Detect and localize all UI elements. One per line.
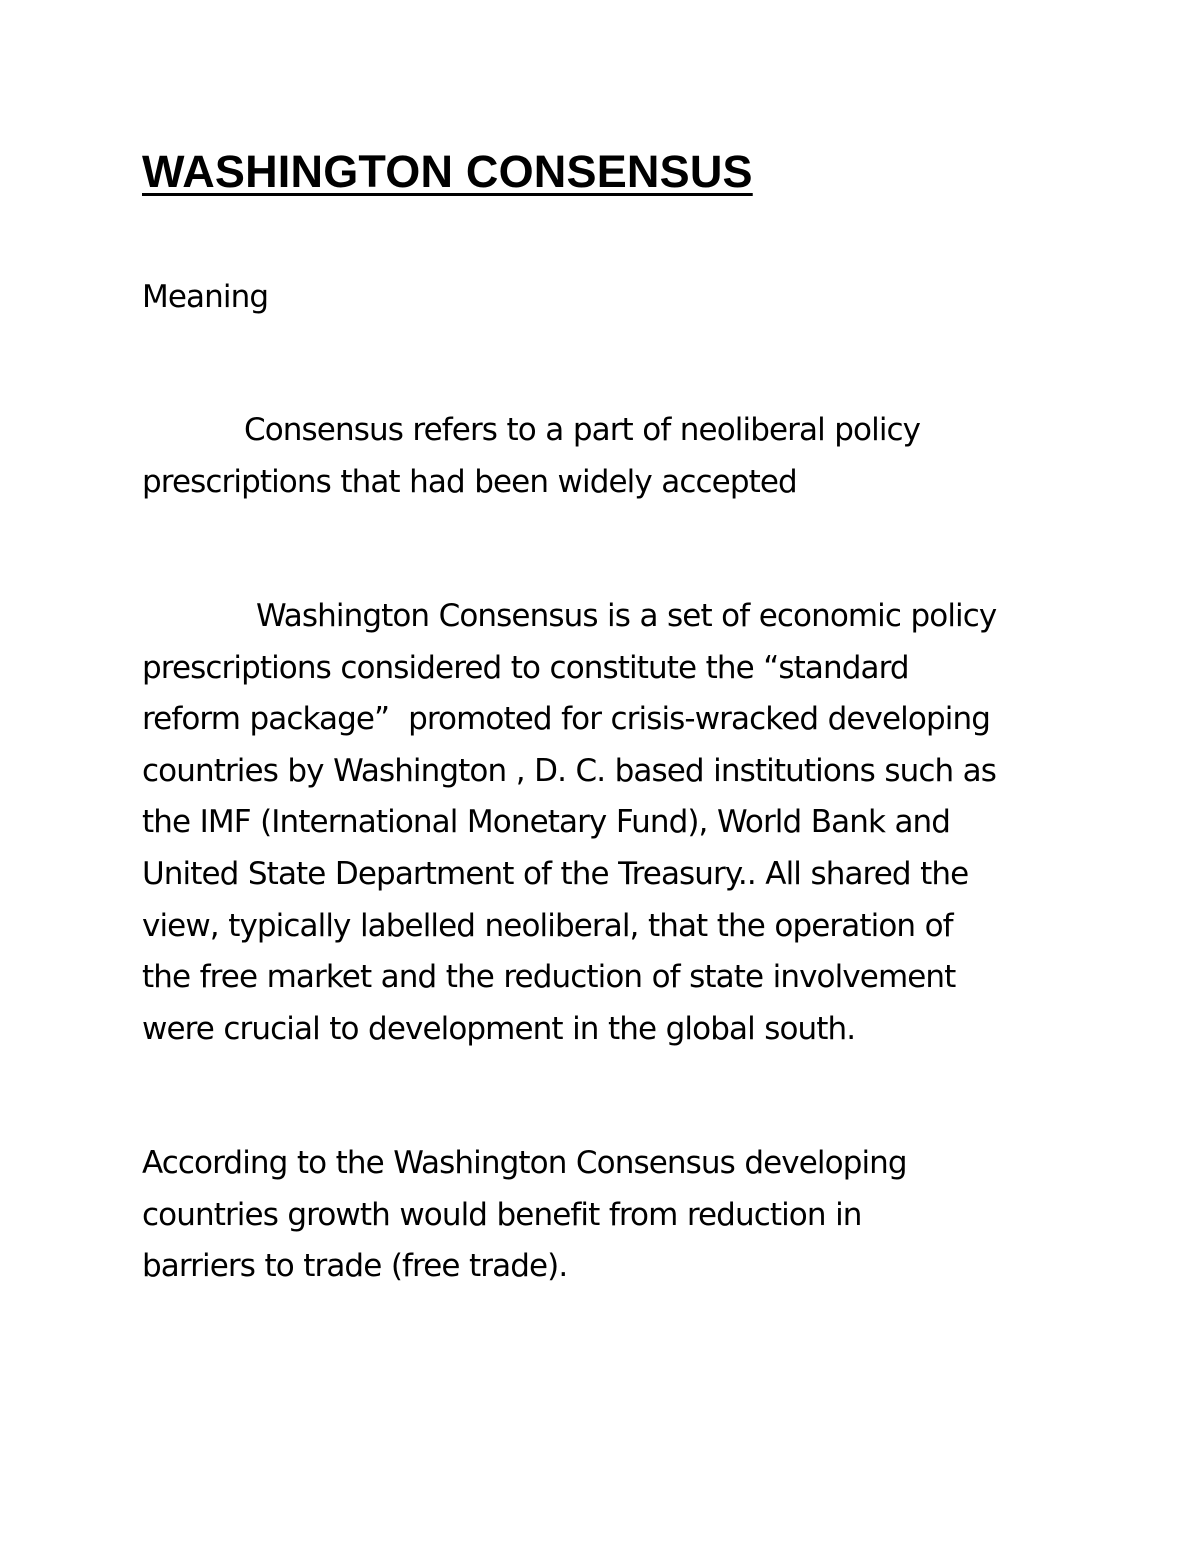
paragraph-line: Washington Consensus is a set of economic policy (256, 598, 997, 634)
paragraph-line: According to the Washington Consensus developing (142, 1145, 907, 1181)
paragraph-consensus-definition (142, 405, 1082, 508)
paragraph-line: Consensus refers to a part of neoliberal policy (244, 412, 921, 448)
paragraph-line: countries by Washington , D. C. based institutions such as (142, 752, 997, 789)
section-heading-meaning: Meaning (142, 279, 269, 315)
paragraph-line: prescriptions considered to constitute the “standard (142, 649, 909, 686)
paragraph-line: barriers to trade (free trade). (142, 1248, 568, 1285)
paragraph-line: view, typically labelled neoliberal, that the operation of (142, 907, 953, 944)
paragraph-free-trade (142, 1138, 1082, 1293)
paragraph-line: United State Department of the Treasury.. All shared the (142, 855, 969, 892)
page-title: WASHINGTON CONSENSUS (142, 146, 753, 197)
paragraph-line: reform package” promoted for crisis-wracked developing (142, 701, 990, 738)
paragraph-line: were crucial to development in the global south. (142, 1010, 856, 1047)
paragraph-washington-consensus (142, 591, 1082, 1055)
paragraph-line: prescriptions that had been widely accepted (142, 463, 797, 500)
paragraph-line: the free market and the reduction of state involvement (142, 959, 956, 996)
paragraph-line: the IMF (International Monetary Fund), World Bank and (142, 804, 951, 841)
paragraph-line: countries growth would benefit from reduction in (142, 1196, 862, 1233)
